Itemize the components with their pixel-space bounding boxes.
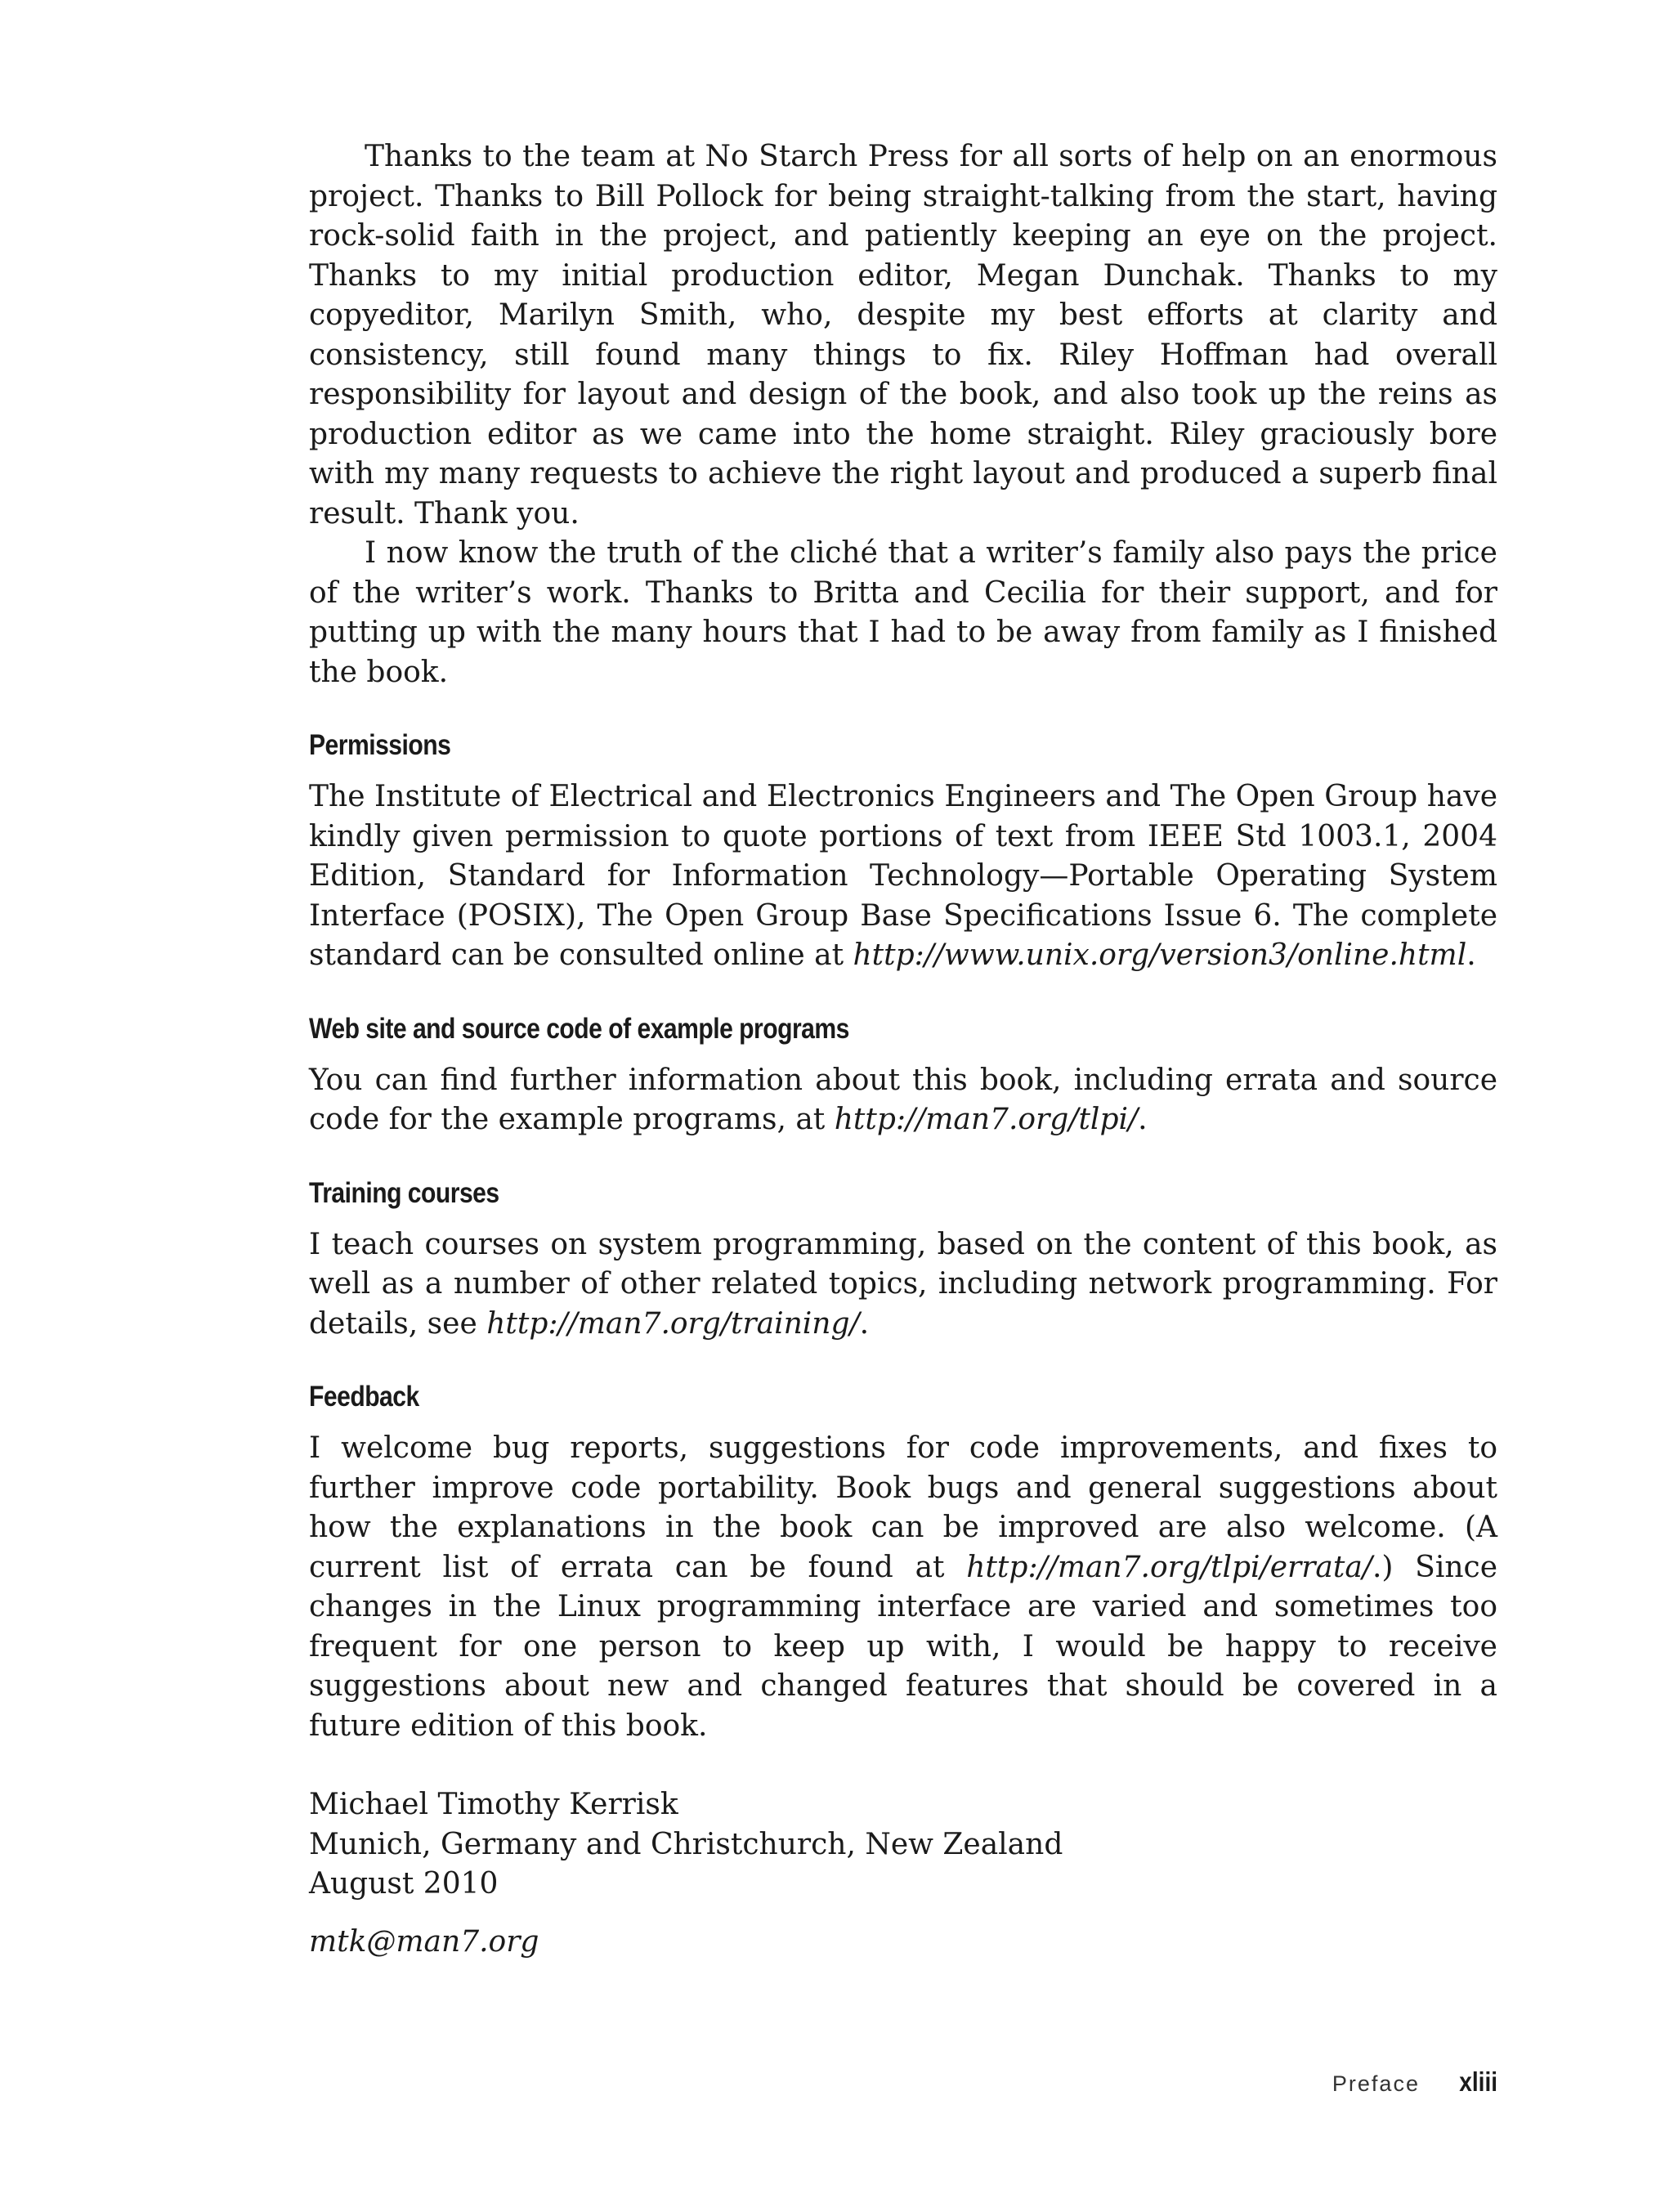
permissions-paragraph xyxy=(309,777,1497,976)
page-footer xyxy=(1332,2066,1497,2098)
training-heading: Training courses xyxy=(309,1176,499,1209)
permissions-url[interactable]: http://www.unix.org/version3/online.html xyxy=(853,938,1467,972)
feedback-url[interactable]: http://man7.org/tlpi/errata/ xyxy=(966,1550,1372,1584)
footer-section-label: Preface xyxy=(1332,2071,1420,2096)
signature-block xyxy=(309,1785,1497,1962)
author-name: Michael Timothy Kerrisk xyxy=(309,1788,678,1821)
website-text: You can find further information about this book, including errata and source code for the example programs, at xyxy=(309,1063,1497,1136)
feedback-text: I welcome bug reports, suggestions for code improvements, and fixes to further improve code portability. Book bugs and general suggestions about how the explanations in the book can be improved are also welcome. (A current list of errata can be found at xyxy=(309,1431,1497,1584)
training-text-end: . xyxy=(859,1306,870,1341)
website-text-end: . xyxy=(1138,1103,1148,1136)
training-text: I teach courses on system programming, based on the content of this book, as well as a number of other related topics, including network programming. For details, see xyxy=(309,1227,1497,1341)
acknowledgments-paragraph-1: Thanks to the team at No Starch Press for all sorts of help on an enormous project. Thanks to Bill Pollock for being straight-talking from the start, having rock-solid faith in the project, and patiently keeping an eye on the project. Thanks to my initial production editor, Megan Dunchak. Thanks to my copyeditor, Marilyn Smith, who, despite my best efforts at clarity and consistency, still found many things to fix. Riley Hoffman had overall responsibility for layout and design of the book, and also took up the reins as production editor as we came into the home straight. Riley graciously bore with my many requests to achieve the right layout and produced a superb final result. Thank you. xyxy=(309,140,1497,531)
website-url[interactable]: http://man7.org/tlpi/ xyxy=(834,1103,1139,1136)
training-paragraph xyxy=(309,1225,1497,1345)
feedback-heading: Feedback xyxy=(309,1381,419,1413)
website-paragraph xyxy=(309,1061,1497,1140)
permissions-text-end: . xyxy=(1466,938,1476,972)
author-location: Munich, Germany and Christchurch, New Zealand xyxy=(309,1827,1063,1861)
feedback-text-end: .) Since changes in the Linux programming interface are varied and sometimes too frequent for one person to keep up with, I would be happy to receive suggestions about new and changed features that should be covered in a future edition of this book. xyxy=(309,1550,1497,1743)
author-email[interactable]: mtk@man7.org xyxy=(309,1924,539,1959)
acknowledgments-paragraph-2: I now know the truth of the cliché that a writer’s family also pays the price of the writer’s work. Thanks to Britta and Cecilia for their support, and for putting up with the many hours that I had to be away from family as I finished the book. xyxy=(309,536,1497,689)
website-heading: Web site and source code of example programs xyxy=(309,1012,849,1045)
training-url[interactable]: http://man7.org/training/ xyxy=(486,1306,860,1341)
signature-date: August 2010 xyxy=(309,1867,499,1901)
training-section xyxy=(309,1175,1497,1345)
feedback-paragraph xyxy=(309,1429,1497,1746)
permissions-text: The Institute of Electrical and Electronics Engineers and The Open Group have kindly given permission to quote portions of text from IEEE Std 1003.1, 2004 Edition, Standard for Information Technology—Portable Operating System Interface (POSIX), The Open Group Base Specifications Issue 6. The complete standard can be consulted online at xyxy=(309,780,1497,972)
feedback-section xyxy=(309,1378,1497,1746)
website-section xyxy=(309,1010,1497,1140)
permissions-section xyxy=(309,727,1497,976)
page-number: xliii xyxy=(1459,2066,1497,2097)
page-content xyxy=(309,137,1497,1962)
permissions-heading: Permissions xyxy=(309,729,451,761)
